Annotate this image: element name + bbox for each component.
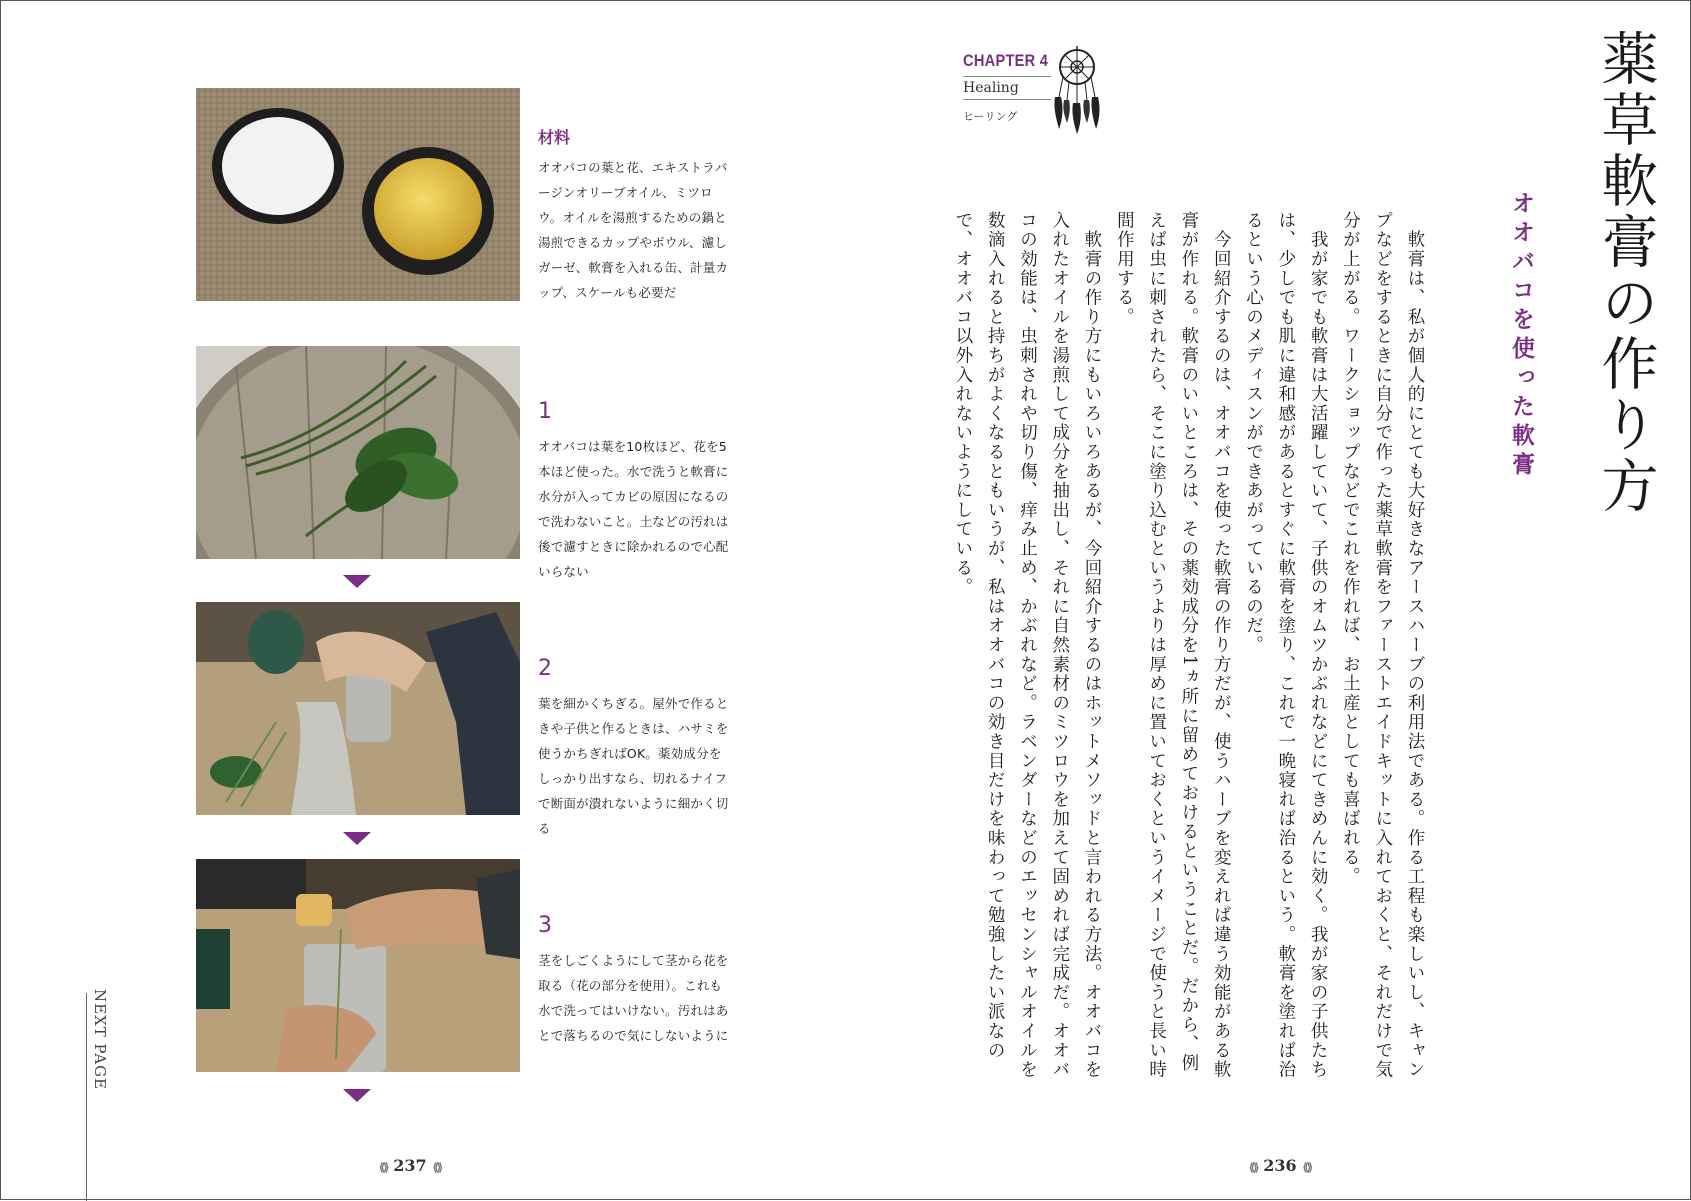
page-number-right: ⟪⟫ 236 ⟪⟫: [1249, 1156, 1311, 1175]
step-text-2: 葉を細かくちぎる。屋外で作るときや子供と作るときは、ハサミを使うかちぎればOK。薬効成分をしっかり出すなら、切れるナイフで断面が潰れないように細かく切る: [538, 696, 729, 836]
chapter-rule: [963, 76, 1051, 77]
next-page-rule: [86, 993, 87, 1201]
chapter-rule: [963, 99, 1051, 100]
step-text-3: 茎をしごくようにして茎から花を取る（花の部分を使用）。これも水で洗ってはいけない。汚れはあとで落ちるので気にしないように: [538, 953, 729, 1043]
triangle-down-icon: [343, 575, 371, 588]
leaf-ornament-icon: ⟪⟫: [432, 1161, 441, 1174]
article-title: 薬草軟膏の作り方: [1592, 29, 1658, 517]
step-number-1: 1: [538, 399, 552, 424]
dreamcatcher-icon: [1049, 45, 1105, 139]
page-number-left: ⟪⟫ 237 ⟪⟫: [379, 1156, 441, 1175]
materials-text: オオバコの葉と花、エキストラバージンオリーブオイル、ミツロウ。オイルを湯煎するための鍋と湯煎できるカップやボウル、濾しガーゼ、軟膏を入れる缶、計量カップ、スケールも必要だ: [538, 160, 729, 300]
photo-ointment-tins: [196, 88, 520, 301]
photo-step-3: [196, 859, 520, 1072]
leaf-ornament-icon: ⟪⟫: [379, 1161, 388, 1174]
step-text-1: オオバコは葉を10枚ほど、花を5本ほど使った。水で洗うと軟膏に水分が入ってカビの原因になるので洗わないこと。土などの汚れは後で濾すときに除かれるので心配いらない: [538, 439, 729, 579]
photo-step-2: [196, 602, 520, 815]
chapter-english: Healing: [963, 80, 1019, 96]
step-number-2: 2: [538, 656, 552, 681]
leaf-ornament-icon: ⟪⟫: [1302, 1161, 1311, 1174]
article-body: 軟膏は、私が個人的にとても大好きなアースハーブの利用法である。作る工程も楽しいし、キャンプなどをするときに自分で作った薬草軟膏をファーストエイドキットに入れておくと、それだけで気分が上がる。ワークショップなどでこれを作れば、お土産としても喜ばれる。 我が家でも軟膏は大活躍していて、子供のオムツかぶれなどにてきめんに効く。我が家の子供たちは、少しでも肌に違和感があるとすぐに軟膏を塗り、これで一晩寝れば治るという。軟膏を塗れば治るという心のメディスンができあがっているのだ。 今回紹介するのは、オオバコを使った軟膏の作り方だが、使うハーブを変えれば違う効能がある軟膏が作れる。軟膏のいいところは、その薬効成分を1ヵ所に留めておけるということだ。だから、例えば虫に刺されたら、そこに塗り込むというよりは厚めに置いておくというイメージで使うと長い時間作用する。 軟膏の作り方にもいろいろあるが、今回紹介するのはホットメソッドと言われる方法。オオバコを入れたオイルを湯煎して成分を抽出し、それに自然素材のミツロウを加えて固めれば完成だ。オオバコの効能は、虫刺されや切り傷、痒み止め、かぶれなど。ラベンダーなどのエッセンシャルオイルを数滴入れると持ちがよくなるともいうが、私はオオバコの効き目だけを味わって勉強したい派なので、オオバコ以外入れないようにしている。: [952, 211, 1425, 1080]
leaf-ornament-icon: ⟪⟫: [1249, 1161, 1258, 1174]
photo-step-1: [196, 346, 520, 559]
chapter-header: [963, 51, 1051, 124]
chapter-japanese: ヒーリング: [963, 110, 1018, 123]
materials-title: 材料: [538, 128, 571, 147]
next-page-label: NEXT PAGE: [91, 989, 109, 1091]
triangle-down-icon: [343, 832, 371, 845]
chapter-label: CHAPTER 4: [963, 51, 1049, 70]
step-number-3: 3: [538, 913, 552, 938]
triangle-down-icon: [343, 1089, 371, 1102]
article-subtitle: オオバコを使った軟膏: [1508, 191, 1534, 481]
